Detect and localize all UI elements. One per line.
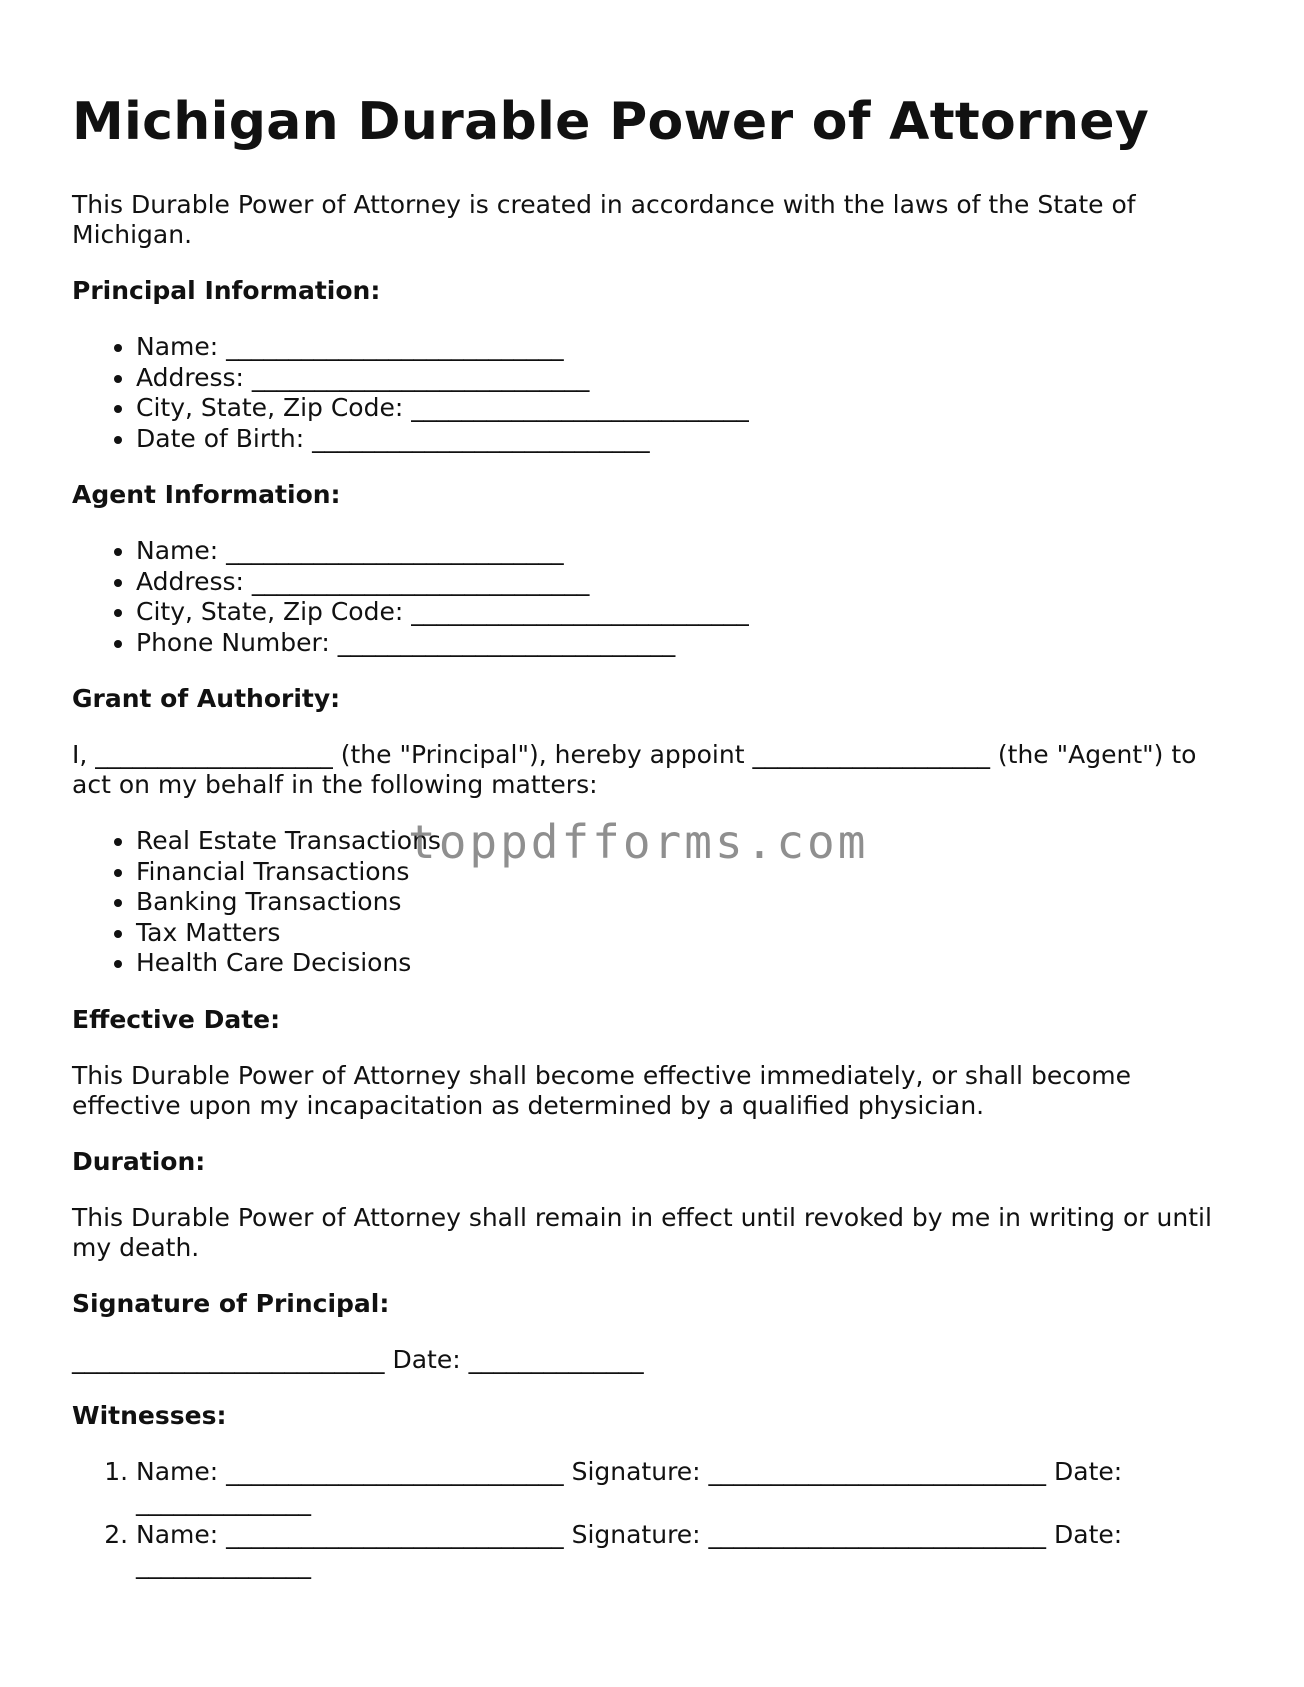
witnesses-heading: Witnesses: — [72, 1400, 227, 1430]
duration-paragraph: This Durable Power of Attorney shall remain in effect until revoked by me in writing or until my death. — [72, 1202, 1212, 1262]
grant-heading: Grant of Authority: — [72, 684, 341, 713]
effective-heading: Effective Date: — [72, 1004, 281, 1034]
principal-city-field: • City, State, Zip Code: ___________________________ — [136, 393, 1242, 424]
agent-fields-list — [72, 536, 1242, 658]
principal-address-field: • Address: ___________________________ — [136, 363, 1242, 394]
signature-line: _________________________ Date: ______________ — [72, 1344, 644, 1374]
agent-phone-field: • Phone Number: ___________________________ — [136, 628, 1242, 659]
document-title: Michigan Durable Power of Attorney — [72, 92, 1150, 152]
grant-paragraph: I, ___________________ (the "Principal"), hereby appoint ___________________ (the "Agent") to act on my behalf in the following matters: — [72, 740, 1197, 799]
witness-entry: 1. Name: ___________________________ Signature: ___________________________ Date: ______________ — [136, 1457, 1242, 1518]
agent-address-field: • Address: ___________________________ — [136, 567, 1242, 598]
witnesses-list — [72, 1457, 1242, 1581]
intro-paragraph: This Durable Power of Attorney is created in accordance with the laws of the State of Michigan. — [72, 190, 1136, 249]
matter-item: • Real Estate Transactions — [136, 826, 1242, 857]
matter-item: • Banking Transactions — [136, 887, 1242, 918]
matter-item: • Health Care Decisions — [136, 948, 1242, 979]
matter-item: • Financial Transactions — [136, 857, 1242, 888]
witness-entry: 2. Name: ___________________________ Signature: ___________________________ Date: ______________ — [136, 1520, 1242, 1581]
principal-dob-field: • Date of Birth: ___________________________ — [136, 424, 1242, 455]
agent-name-field: • Name: ___________________________ — [136, 536, 1242, 567]
principal-fields-list — [72, 332, 1242, 454]
duration-heading: Duration: — [72, 1146, 206, 1176]
principal-heading: Principal Information: — [72, 276, 381, 305]
agent-heading: Agent Information: — [72, 480, 341, 509]
signature-heading: Signature of Principal: — [72, 1288, 390, 1318]
principal-name-field: • Name: ___________________________ — [136, 332, 1242, 363]
agent-city-field: • City, State, Zip Code: ___________________________ — [136, 597, 1242, 628]
effective-paragraph: This Durable Power of Attorney shall become effective immediately, or shall become effective upon my incapacitation as determined by a qualified physician. — [72, 1060, 1131, 1120]
matter-item: • Tax Matters — [136, 918, 1242, 949]
watermark-text: toppdfforms.com — [408, 815, 869, 869]
